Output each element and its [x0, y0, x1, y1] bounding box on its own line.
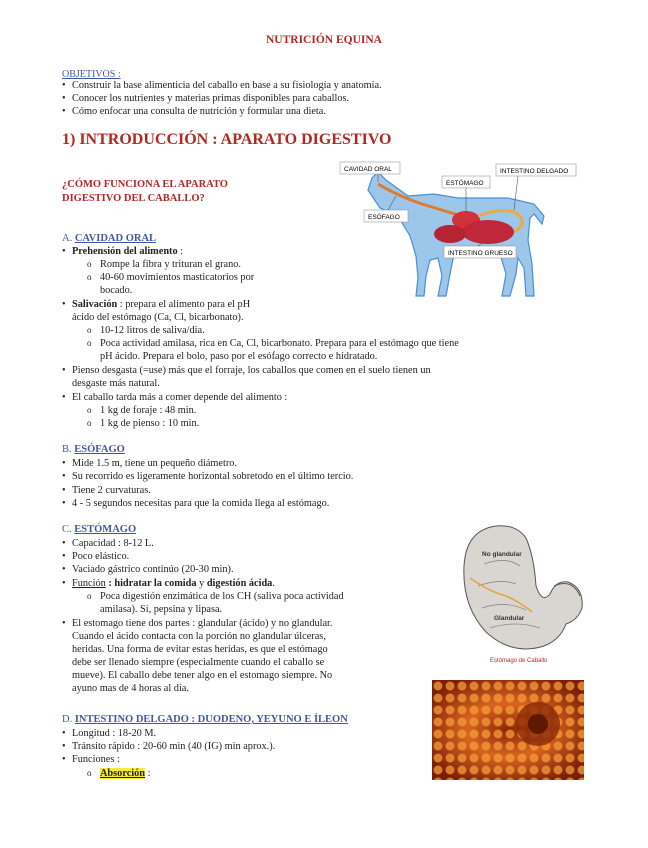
text: y [196, 578, 207, 589]
list-item [72, 577, 275, 590]
list-item: • Capacidad : 8-12 L. [72, 537, 154, 550]
section-letter: A. [62, 233, 73, 244]
list-item: • Conocer los nutrientes y materias primas disponibles para caballos. [72, 92, 349, 105]
list-item-continuation: mueve). El caballo debe tener algo en el estomago siempre. No [72, 670, 333, 681]
section-heading-introduccion: 1) INTRODUCCIÓN : APARATO DIGESTIVO [62, 131, 392, 148]
list-item: • El caballo tarda más a comer depende del alimento : [72, 391, 287, 404]
list-item: • Tiene 2 curvaturas. [72, 484, 151, 497]
list-item-continuation: heridas. Una forma de evitar estas heridas, es que el estómago [72, 644, 328, 655]
text: digestión ácida [206, 578, 273, 589]
list-item [72, 298, 250, 311]
sub-item-continuation: pH ácido. Prepara el bolo, paso por el esófago correcto e hidratado. [100, 351, 378, 362]
section-title: INTESTINO DELGADO : DUODENO, YEYUNO E ÍLEON [74, 714, 348, 725]
section-heading-intestino-delgado [62, 713, 348, 726]
list-item: • Poco elástico. [72, 550, 129, 563]
sub-item: o Poca digestión enzimática de los CH (saliva poca actividad [100, 590, 344, 603]
prension-label: Prehensión del alimento [72, 246, 178, 257]
section-heading-estomago [62, 523, 136, 536]
text: : [177, 246, 184, 257]
list-item: • Su recorrido es ligeramente horizontal sobretodo en el último tercio. [72, 470, 353, 483]
funcion-label: Función [72, 578, 106, 589]
list-item-continuation: Cuando el ácido contacta con la porción no glandular úlceras, [72, 631, 326, 642]
label-estomago: ESTÓMAGO [446, 180, 484, 187]
horse-digestive-figure [338, 158, 582, 300]
list-item: • 4 - 5 segundos necesitas para que la comida llega al estómago. [72, 497, 329, 510]
section-letter: D. [62, 714, 73, 725]
sub-item [100, 767, 150, 780]
list-item: • Cómo enfocar una consulta de nutrición y formular una dieta. [72, 105, 326, 118]
list-item-continuation: desgaste más natural. [72, 378, 160, 389]
label-esofago: ESÓFAGO [368, 214, 400, 221]
sub-item: o Rompe la fibra y trituran el grano. [100, 258, 241, 271]
question-line: ¿CÓMO FUNCIONA EL APARATO [62, 179, 228, 190]
page-title: NUTRICIÓN EQUINA [266, 34, 382, 46]
question-line: DIGESTIVO DEL CABALLO? [62, 193, 205, 204]
sub-item: o 1 kg de foraje : 48 min. [100, 404, 196, 417]
label-no-glandular: No glandular [482, 551, 522, 558]
absorcion-label: Absorción [100, 768, 146, 779]
list-item [72, 245, 183, 258]
text: : [105, 578, 115, 589]
label-glandular: Glandular [494, 615, 525, 622]
intestinal-villi-photo [432, 680, 584, 780]
label-cavidad-oral: CAVIDAD ORAL [344, 166, 392, 173]
sub-item: o Poca actividad amilasa, rica en Ca, Cl, bicarbonato. Prepara para el estómago que tiene [100, 337, 459, 350]
text: hidratar la comida [114, 578, 197, 589]
text: . [272, 578, 275, 589]
section-title: ESÓFAGO [74, 444, 125, 455]
list-item: • Pienso desgasta (=use) más que el forraje, los caballos que comen en el suelo tienen un [72, 364, 431, 377]
caption-estomago: Estómago de Caballo [490, 658, 548, 664]
list-item-continuation: debe ser llenado siempre (especialmente cuando el caballo se [72, 657, 325, 668]
salivacion-label: Salivación [72, 299, 118, 310]
text: : prepara el alimento para el pH [117, 299, 251, 310]
list-item: • Tránsito rápido : 20-60 min (40 (IG) min aprox.). [72, 740, 275, 753]
sub-item: o 10-12 litros de saliva/día. [100, 324, 205, 337]
sub-item-continuation: amilasa). Si, pepsina y lipasa. [100, 604, 223, 615]
section-title: ESTÓMAGO [74, 524, 137, 535]
list-item: • Longitud : 18-20 M. [72, 727, 156, 740]
text: : [145, 768, 151, 779]
section-heading-cavidad-oral [62, 232, 156, 245]
label-intestino-delgado: INTESTINO DELGADO [500, 168, 569, 175]
list-item: • Vaciado gástrico continúo (20-30 min). [72, 563, 234, 576]
list-item: • Funciones : [72, 753, 120, 766]
stomach-figure [456, 516, 588, 668]
list-item: • El estomago tiene dos partes : glandular (ácido) y no glandular. [72, 617, 333, 630]
sub-item: o 1 kg de pienso : 10 min. [100, 417, 199, 430]
sub-item-continuation: bocado. [100, 285, 133, 296]
section-title: CAVIDAD ORAL [74, 233, 157, 244]
list-item: • Construir la base alimenticia del caballo en base a su fisiología y anatomía. [72, 79, 382, 92]
list-item-continuation: ayuno mas de 4 horas al día. [72, 683, 189, 694]
list-item-continuation: ácido del estómago (Ca, Cl, bicarbonato). [72, 312, 244, 323]
section-heading-esofago [62, 443, 125, 456]
section-letter: B. [62, 444, 72, 455]
list-item: • Mide 1.5 m, tiene un pequeño diámetro. [72, 457, 237, 470]
section-letter: C. [62, 524, 72, 535]
objetivos-heading: OBJETIVOS : [62, 69, 121, 80]
sub-item: o 40-60 movimientos masticatorios por [100, 271, 254, 284]
label-intestino-grueso: INTESTINO GRUESO [448, 250, 513, 257]
